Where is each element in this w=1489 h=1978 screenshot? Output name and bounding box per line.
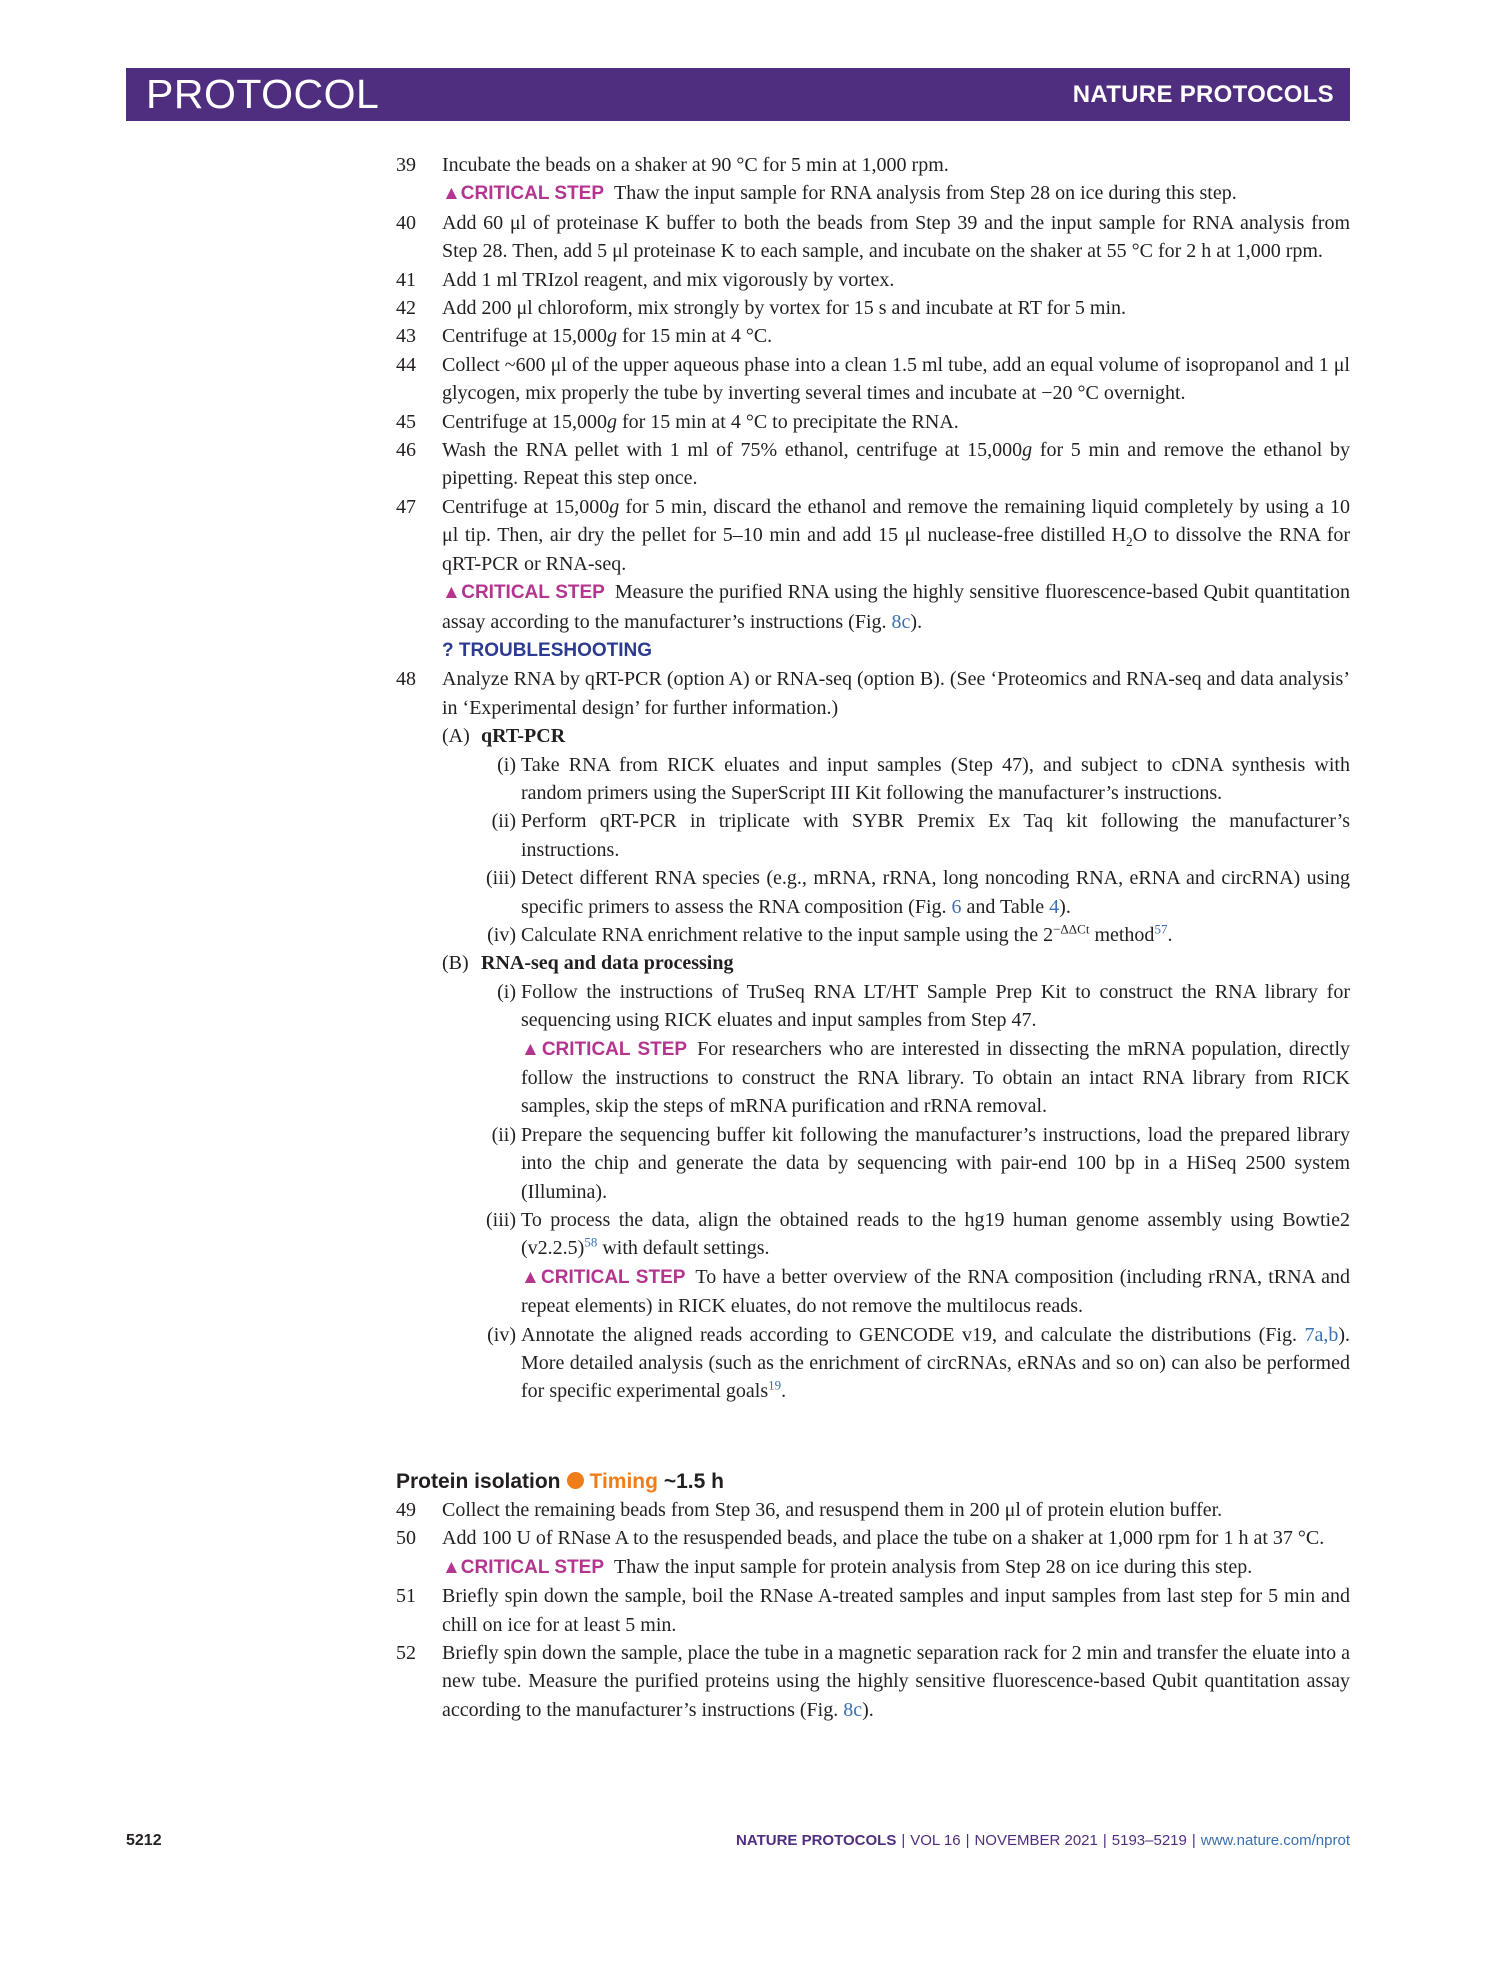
procedure-content <box>396 151 1350 1724</box>
header-protocol-label: PROTOCOL <box>146 71 380 117</box>
step-43: 43 Centrifuge at 15,000g for 15 min at 4 °C. <box>396 322 1350 350</box>
option-b-substep-iv: (iv) Annotate the aligned reads according to GENCODE v19, and calculate the distributions (Fig. 7a,b). More detailed analysis (such as the enrichment of circRNAs, eRNAs and so on) can also be performed for specific experimental goals$^{19}$. <box>487 1323 1350 1403</box>
step-number: 50 <box>396 1527 416 1550</box>
footer-journal: NATURE PROTOCOLS <box>736 1832 897 1849</box>
step-50: 50 Add 100 U of RNase A to the resuspended beads, and place the tube on a shaker at 1,000 rpm for 1 h at 37 °C. <box>396 1524 1350 1552</box>
table-link[interactable]: 4 <box>1049 895 1060 918</box>
option-a-substep-iv: (iv) Calculate RNA enrichment relative to the input sample using the $2^{-\Delta\Delta Ct}$ method$^{57}$. <box>487 921 1173 946</box>
step-48: 48 Analyze RNA by qRT-PCR (option A) or RNA-seq (option B). (See ‘Proteomics and RNA-seq and data analysis’ in ‘Experimental design’ for further information.) <box>396 665 1350 722</box>
step-number: 48 <box>396 668 416 691</box>
step-number: 39 <box>396 154 416 176</box>
section-heading-protein-isolation: Protein isolation Timing ~1.5 h <box>396 1469 724 1493</box>
step-number: 52 <box>396 1641 416 1664</box>
option-a-heading: (A) qRT-PCR <box>442 725 566 748</box>
step-number: 47 <box>396 495 416 518</box>
step-49: 49 Collect the remaining beads from Step 36, and resuspend them in 200 μl of protein elution buffer. <box>396 1496 1350 1524</box>
step-47: 47 Centrifuge at 15,000g for 5 min, discard the ethanol and remove the remaining liquid completely by using a 10 μl tip. Then, air dry the pellet for 5–10 min and add 15 μl nuclease-free distilled $H_2O$ to dissolve the RNA for qRT-PCR or RNA-seq. <box>396 493 1350 578</box>
step-number: 44 <box>396 353 416 376</box>
footer-month: NOVEMBER 2021 <box>974 1832 1098 1849</box>
critical-step-note: ▲CRITICAL STEP Thaw the input sample for protein analysis from Step 28 on ice during this step. <box>442 1555 1253 1578</box>
header-bar <box>126 68 1350 121</box>
step-number: 46 <box>396 439 416 462</box>
step-39: 39 Incubate the beads on a shaker at 90 °C for 5 min at 1,000 rpm. <box>396 151 1350 179</box>
figure-link[interactable]: 8c <box>843 1698 863 1721</box>
critical-step-label: ▲CRITICAL STEP <box>442 1556 605 1578</box>
step-number: 45 <box>396 410 416 433</box>
option-a-substep-iii: (iii) Detect different RNA species (e.g., mRNA, rRNA, long noncoding RNA, eRNA and circRNA) using specific primers to assess the RNA composition (Fig. 6 and Table 4). <box>486 867 1350 918</box>
footer-pages: 5193–5219 <box>1111 1832 1187 1849</box>
step-41: 41 Add 1 ml TRIzol reagent, and mix vigorously by vortex. <box>396 266 1350 294</box>
option-b-heading: (B) RNA-seq and data processing <box>442 952 734 975</box>
critical-step-note: ▲CRITICAL STEP Thaw the input sample for RNA analysis from Step 28 on ice during this step. <box>442 182 1237 205</box>
step-number: 41 <box>396 268 416 291</box>
step-number: 51 <box>396 1585 416 1608</box>
figure-link[interactable]: 8c <box>891 610 911 633</box>
figure-link[interactable]: 6 <box>951 895 962 918</box>
step-51: 51 Briefly spin down the sample, boil the RNase A-treated samples and input samples from last step for 5 min and chill on ice for at least 5 min. <box>396 1582 1350 1639</box>
footer-volume: VOL 16 <box>910 1832 961 1849</box>
step-52: 52 Briefly spin down the sample, place the tube in a magnetic separation rack for 2 min and transfer the eluate into a new tube. Measure the purified proteins using the highly sensitive fluorescence-based Qubit quantitation assay according to the manufacturer’s instructions (Fig. 8c). <box>396 1639 1350 1724</box>
step-number: 49 <box>396 1498 416 1521</box>
figure-link[interactable]: 7a,b <box>1304 1323 1339 1346</box>
step-44: 44 Collect ~600 μl of the upper aqueous phase into a clean 1.5 ml tube, add an equal volume of isopropanol and 1 μl glycogen, mix properly the tube by inverting several times and incubate at −20 °C overnight. <box>396 351 1350 408</box>
reference-link[interactable]: 58 <box>584 1234 598 1250</box>
header-journal-name: NATURE PROTOCOLS <box>1072 81 1334 108</box>
step-42: 42 Add 200 μl chloroform, mix strongly by vortex for 15 s and incubate at RT for 5 min. <box>396 294 1350 322</box>
page-number: 5212 <box>126 1832 162 1849</box>
option-b-substep-i: (i) Follow the instructions of TruSeq RNA LT/HT Sample Prep Kit to construct the RNA library for sequencing using RICK eluates and input samples from Step 47. <box>497 980 1350 1032</box>
critical-step-label: ▲CRITICAL STEP <box>442 582 605 604</box>
critical-step-note: ▲CRITICAL STEP Measure the purified RNA using the highly sensitive fluorescence-based Qubit quantitation assay according to the manufacturer’s instructions (Fig. 8c). <box>442 581 1350 633</box>
timing-value: ~1.5 h <box>663 1469 724 1493</box>
step-number: 40 <box>396 211 416 234</box>
critical-step-note: ▲CRITICAL STEP For researchers who are interested in dissecting the mRNA population, directly follow the instructions to construct the RNA library. To obtain an intact RNA library from RICK samples, skip the steps of mRNA purification and rRNA removal. <box>521 1037 1351 1118</box>
timing-label: Timing <box>589 1469 658 1493</box>
step-number: 42 <box>396 297 416 320</box>
step-46: 46 Wash the RNA pellet with 1 ml of 75% ethanol, centrifuge at 15,000g for 5 min and remove the ethanol by pipetting. Repeat this step once. <box>396 436 1350 493</box>
troubleshooting-note <box>396 636 1350 665</box>
footer-citation: NATURE PROTOCOLS | VOL 16 | NOVEMBER 2021 | 5193–5219 | www.nature.com/nprot <box>736 1832 1350 1849</box>
critical-step-note: ▲CRITICAL STEP To have a better overview of the RNA composition (including rRNA, tRNA and repeat elements) in RICK eluates, do not remove the multilocus reads. <box>521 1265 1350 1318</box>
reference-link[interactable]: 19 <box>768 1377 782 1393</box>
option-b-substep-iii: (iii) To process the data, align the obtained reads to the hg19 human genome assembly using Bowtie2 $(v2.2.5)^{58}$ with default settings. <box>486 1209 1350 1260</box>
option-b-substep-ii: (ii) Prepare the sequencing buffer kit following the manufacturer’s instructions, load the prepared library into the chip and generate the data by sequencing with pair-end 100 bp in a HiSeq 2500 system (Illumina). <box>491 1123 1350 1203</box>
reference-link[interactable]: 57 <box>1154 921 1168 937</box>
option-a-substep-i: (i) Take RNA from RICK eluates and input samples (Step 47), and subject to cDNA synthesis with random primers using the SuperScript III Kit following the manufacturer’s instructions. <box>497 753 1350 804</box>
step-45: 45 Centrifuge at 15,000g for 15 min at 4 °C to precipitate the RNA. <box>396 408 1350 436</box>
critical-step-label: ▲CRITICAL STEP <box>442 183 605 205</box>
step-40: 40 Add 60 μl of proteinase K buffer to both the beads from Step 39 and the input sample for RNA analysis from Step 28. Then, add 5 μl proteinase K to each sample, and incubate on the shaker at 55 °C for 2 h at 1,000 rpm. <box>396 209 1350 266</box>
footer-url-link[interactable]: www.nature.com/nprot <box>1200 1832 1350 1849</box>
critical-step-label: ▲CRITICAL STEP <box>521 1038 688 1060</box>
step-number: 43 <box>396 325 416 348</box>
critical-step-label: ▲CRITICAL STEP <box>521 1266 686 1288</box>
troubleshooting-label: ? TROUBLESHOOTING <box>442 639 653 661</box>
option-a-substep-ii: (ii) Perform qRT-PCR in triplicate with SYBR Premix Ex Taq kit following the manufacturer’s instructions. <box>491 810 1350 861</box>
timing-dot-icon <box>567 1472 584 1489</box>
